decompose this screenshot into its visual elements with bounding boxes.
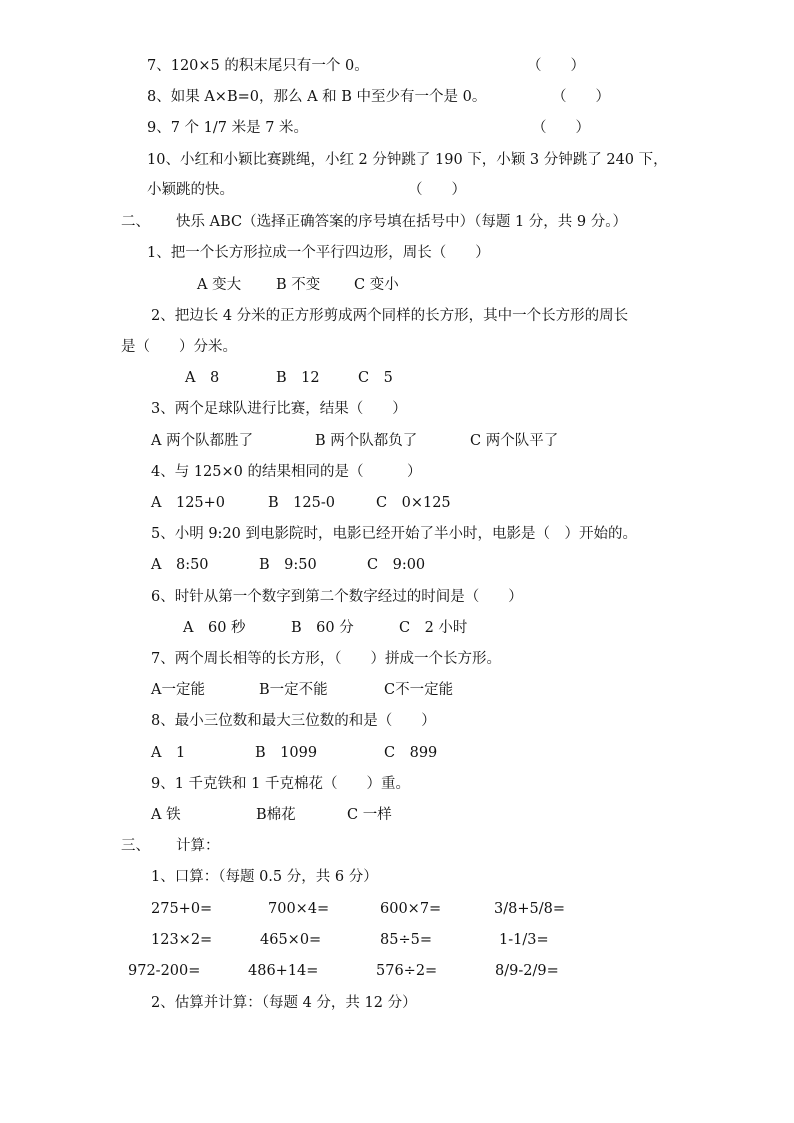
mental-math-item: 465×0= xyxy=(260,932,322,948)
choice-option-c: C 899 xyxy=(384,745,438,761)
choice-option-a: A 125+0 xyxy=(151,495,226,511)
choice-option-a: A 8:50 xyxy=(151,557,209,573)
choice-option-a: A一定能 xyxy=(151,682,205,698)
choice-question-3: 3、两个足球队进行比赛，结果（ ） xyxy=(151,401,407,417)
judge-question-7: 7、120×5 的积末尾只有一个 0。 xyxy=(147,58,369,74)
section-2-title: 快乐 ABC（选择正确答案的序号填在括号中）（每题 1 分，共 9 分。） xyxy=(176,214,627,230)
mental-math-title: 1、口算：（每题 0.5 分，共 6 分） xyxy=(151,869,378,885)
choice-option-a: A 变大 xyxy=(197,277,242,293)
choice-option-b: B 60 分 xyxy=(291,620,354,636)
answer-paren[interactable]: （ ） xyxy=(552,89,610,105)
estimation-title: 2、估算并计算：（每题 4 分，共 12 分） xyxy=(151,995,417,1011)
choice-question-8: 8、最小三位数和最大三位数的和是（ ） xyxy=(151,713,436,729)
choice-option-b: B 不变 xyxy=(276,277,321,293)
mental-math-item: 85÷5= xyxy=(380,932,432,948)
choice-option-c: C 两个队平了 xyxy=(470,433,559,449)
choice-option-a: A 8 xyxy=(185,370,220,386)
judge-question-9: 9、7 个 1/7 米是 7 米。 xyxy=(147,120,309,136)
choice-option-c: C 9:00 xyxy=(367,557,426,573)
judge-question-10-cont: 小颖跳的快。 xyxy=(147,182,234,198)
choice-question-1: 1、把一个长方形拉成一个平行四边形，周长（ ） xyxy=(147,245,490,261)
mental-math-item: 275+0= xyxy=(151,901,213,917)
choice-option-c: C 2 小时 xyxy=(399,620,468,636)
section-2-number: 二、 xyxy=(121,214,150,230)
section-3-number: 三、 xyxy=(121,838,150,854)
choice-option-a: A 两个队都胜了 xyxy=(151,433,254,449)
mental-math-item: 8/9-2/9= xyxy=(495,963,559,979)
choice-option-a: A 铁 xyxy=(151,807,181,823)
answer-paren[interactable]: （ ） xyxy=(408,182,466,198)
choice-option-c: C不一定能 xyxy=(384,682,454,698)
choice-option-b: B 12 xyxy=(276,370,320,386)
mental-math-item: 576÷2= xyxy=(376,963,438,979)
mental-math-item: 1-1/3= xyxy=(499,932,549,948)
choice-option-a: A 1 xyxy=(151,745,186,761)
mental-math-item: 972-200= xyxy=(128,963,201,979)
choice-option-c: C 0×125 xyxy=(376,495,451,511)
choice-option-c: C 5 xyxy=(358,370,393,386)
choice-option-b: B 125-0 xyxy=(268,495,335,511)
choice-question-6: 6、时针从第一个数字到第二个数字经过的时间是（ ） xyxy=(151,589,523,605)
mental-math-item: 123×2= xyxy=(151,932,213,948)
answer-paren[interactable]: （ ） xyxy=(532,120,590,136)
mental-math-item: 3/8+5/8= xyxy=(494,901,565,917)
choice-question-4: 4、与 125×0 的结果相同的是（ ） xyxy=(151,464,422,480)
choice-option-b: B 9:50 xyxy=(259,557,317,573)
choice-question-5: 5、小明 9:20 到电影院时，电影已经开始了半小时，电影是（ ）开始的。 xyxy=(151,526,638,542)
choice-question-9: 9、1 千克铁和 1 千克棉花（ ）重。 xyxy=(151,776,411,792)
judge-question-10: 10、小红和小颖比赛跳绳，小红 2 分钟跳了 190 下，小颖 3 分钟跳了 240 下， xyxy=(147,152,668,168)
answer-paren[interactable]: （ ） xyxy=(527,58,585,74)
choice-option-b: B棉花 xyxy=(256,807,296,823)
choice-option-b: B一定不能 xyxy=(259,682,328,698)
section-3-title: 计算： xyxy=(176,838,220,854)
choice-option-c: C 一样 xyxy=(347,807,392,823)
choice-option-b: B 1099 xyxy=(255,745,318,761)
judge-question-8: 8、如果 A×B=0，那么 A 和 B 中至少有一个是 0。 xyxy=(147,89,487,105)
choice-question-2-cont: 是（ ）分米。 xyxy=(121,339,237,355)
choice-question-7: 7、两个周长相等的长方形，（ ）拼成一个长方形。 xyxy=(151,651,501,667)
mental-math-item: 486+14= xyxy=(248,963,319,979)
choice-question-2: 2、把边长 4 分米的正方形剪成两个同样的长方形，其中一个长方形的周长 xyxy=(151,308,629,324)
choice-option-b: B 两个队都负了 xyxy=(315,433,418,449)
mental-math-item: 700×4= xyxy=(268,901,330,917)
mental-math-item: 600×7= xyxy=(380,901,442,917)
choice-option-c: C 变小 xyxy=(354,277,399,293)
choice-option-a: A 60 秒 xyxy=(183,620,246,636)
